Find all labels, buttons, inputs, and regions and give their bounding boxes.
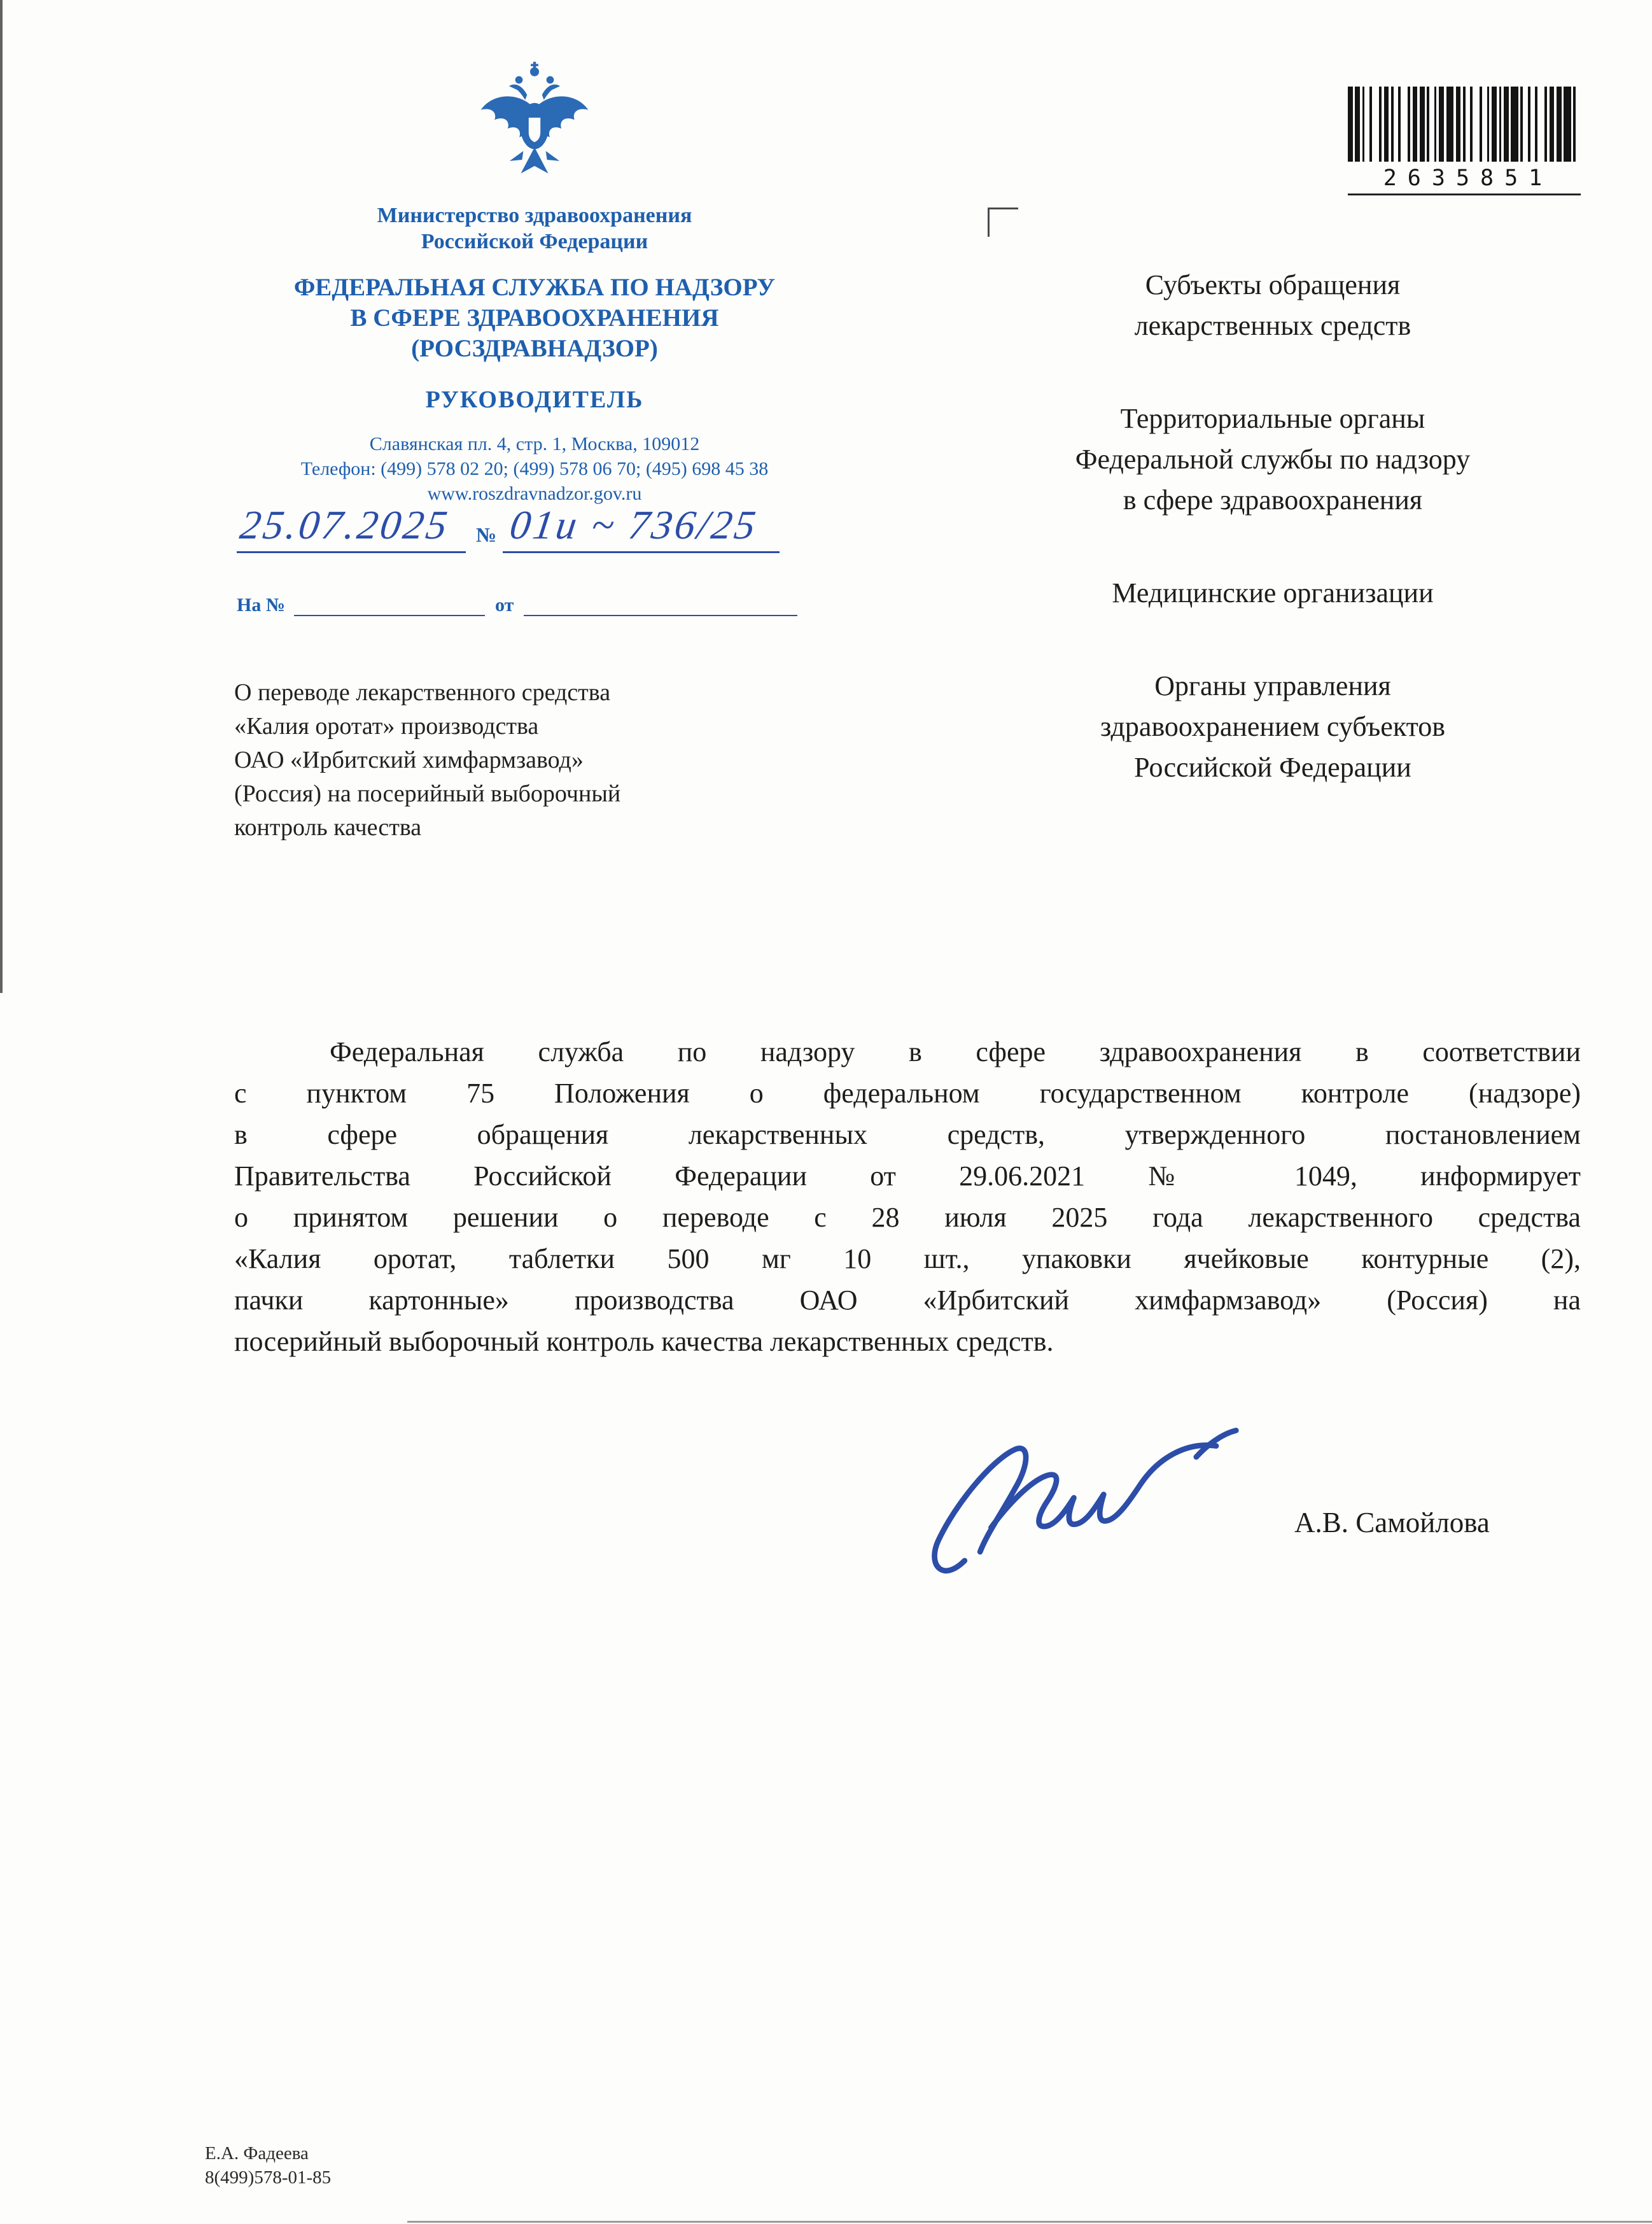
service-line: (РОСЗДРАВНАДЗОР) <box>411 335 658 362</box>
ministry-line: Министерство здравоохранения <box>377 204 692 227</box>
recipient-line: здравоохранением субъектов <box>1100 711 1446 742</box>
handwritten-signature <box>923 1419 1254 1585</box>
contact-block <box>172 432 897 506</box>
coat-of-arms-eagle-icon <box>472 61 597 192</box>
handwritten-number: 01и ~ 736/25 <box>507 502 761 547</box>
website-url: www.roszdravnadzor.gov.ru <box>427 483 642 504</box>
recipient-line: Медицинские организации <box>1112 577 1434 609</box>
barcode-underline <box>1348 194 1581 195</box>
service-name <box>172 272 897 364</box>
ministry-name <box>172 202 897 255</box>
executor-phone: 8(499)578-01-85 <box>205 2167 332 2188</box>
service-line: В СФЕРЕ ЗДРАВООХРАНЕНИЯ <box>350 304 719 332</box>
body-line: Федеральная служба по надзору в сфере здравоохранения в соответствии <box>330 1036 1581 1067</box>
recipient-line: в сфере здравоохранения <box>1123 484 1423 516</box>
body-line: о принятом решении о переводе с 28 июля 2025 года лекарственного средства <box>234 1202 1581 1233</box>
body-line: в сфере обращения лекарственных средств, утвержденного постановлением <box>234 1119 1581 1150</box>
ministry-line: Российской Федерации <box>421 230 648 253</box>
body-line: посерийный выборочный контроль качества лекарственных средств. <box>234 1326 1054 1357</box>
body-line: с пунктом 75 Положения о федеральном государственном контроле (надзоре) <box>234 1078 1581 1109</box>
handwritten-date: 25.07.2025 <box>237 502 453 547</box>
recipient-line: Территориальные органы <box>1120 403 1425 434</box>
postal-address: Славянская пл. 4, стр. 1, Москва, 109012 <box>369 433 700 454</box>
barcode-bars <box>1348 87 1581 162</box>
recipient-line: Органы управления <box>1154 670 1391 701</box>
body-paragraph <box>234 1031 1581 1362</box>
recipient-item <box>955 398 1591 521</box>
registration-barcode <box>1348 87 1581 195</box>
barcode-number: 2635851 <box>1383 165 1553 191</box>
ot-label: от <box>494 595 514 616</box>
recipient-item <box>955 573 1591 614</box>
recipient-line: Субъекты обращения <box>1145 269 1401 300</box>
subject-line: ОАО «Ирбитский химфармзавод» <box>234 747 584 773</box>
recipient-line: Федеральной службы по надзору <box>1075 444 1471 475</box>
body-line: пачки картонные» производства ОАО «Ирбитский химфармзавод» (Россия) на <box>234 1284 1581 1316</box>
incoming-reference <box>237 593 797 616</box>
na-label: На № <box>237 595 285 616</box>
outgoing-date-field <box>237 502 466 553</box>
subject-line: (Россия) на посерийный выборочный <box>234 780 621 807</box>
signer-name: А.В. Самойлова <box>1294 1507 1490 1538</box>
outgoing-number-field <box>503 502 779 553</box>
letter-subject <box>234 676 769 845</box>
role-title: РУКОВОДИТЕЛЬ <box>425 386 644 413</box>
number-sign: № <box>476 523 497 546</box>
address-zone-corner-mark <box>988 208 1018 237</box>
executor-name: Е.А. Фадеева <box>205 2143 309 2164</box>
subject-line: «Калия оротат» производства <box>234 713 539 740</box>
recipient-item <box>955 265 1591 346</box>
phone-numbers: Телефон: (499) 578 02 20; (499) 578 06 70; (495) 698 45 38 <box>300 458 769 479</box>
service-line: ФЕДЕРАЛЬНАЯ СЛУЖБА ПО НАДЗОРУ <box>293 274 776 301</box>
body-line: «Калия оротат, таблетки 500 мг 10 шт., упаковки ячейковые контурные (2), <box>234 1243 1581 1274</box>
recipient-line: Российской Федерации <box>1134 752 1411 783</box>
incoming-number-blank <box>294 593 485 616</box>
scan-edge-artifact-left <box>0 0 3 993</box>
subject-line: О переводе лекарственного средства <box>234 679 611 706</box>
recipient-line: лекарственных средств <box>1134 310 1411 341</box>
body-line: Правительства Российской Федерации от 29.06.2021 № 1049, информирует <box>234 1160 1581 1192</box>
subject-line: контроль качества <box>234 814 422 841</box>
executor-block <box>205 2141 331 2190</box>
letterhead <box>172 61 897 506</box>
recipient-item <box>955 666 1591 788</box>
outgoing-reference <box>237 502 780 553</box>
incoming-date-blank <box>524 593 797 616</box>
scan-edge-artifact-bottom <box>407 2221 1652 2223</box>
recipients-list <box>955 265 1591 840</box>
